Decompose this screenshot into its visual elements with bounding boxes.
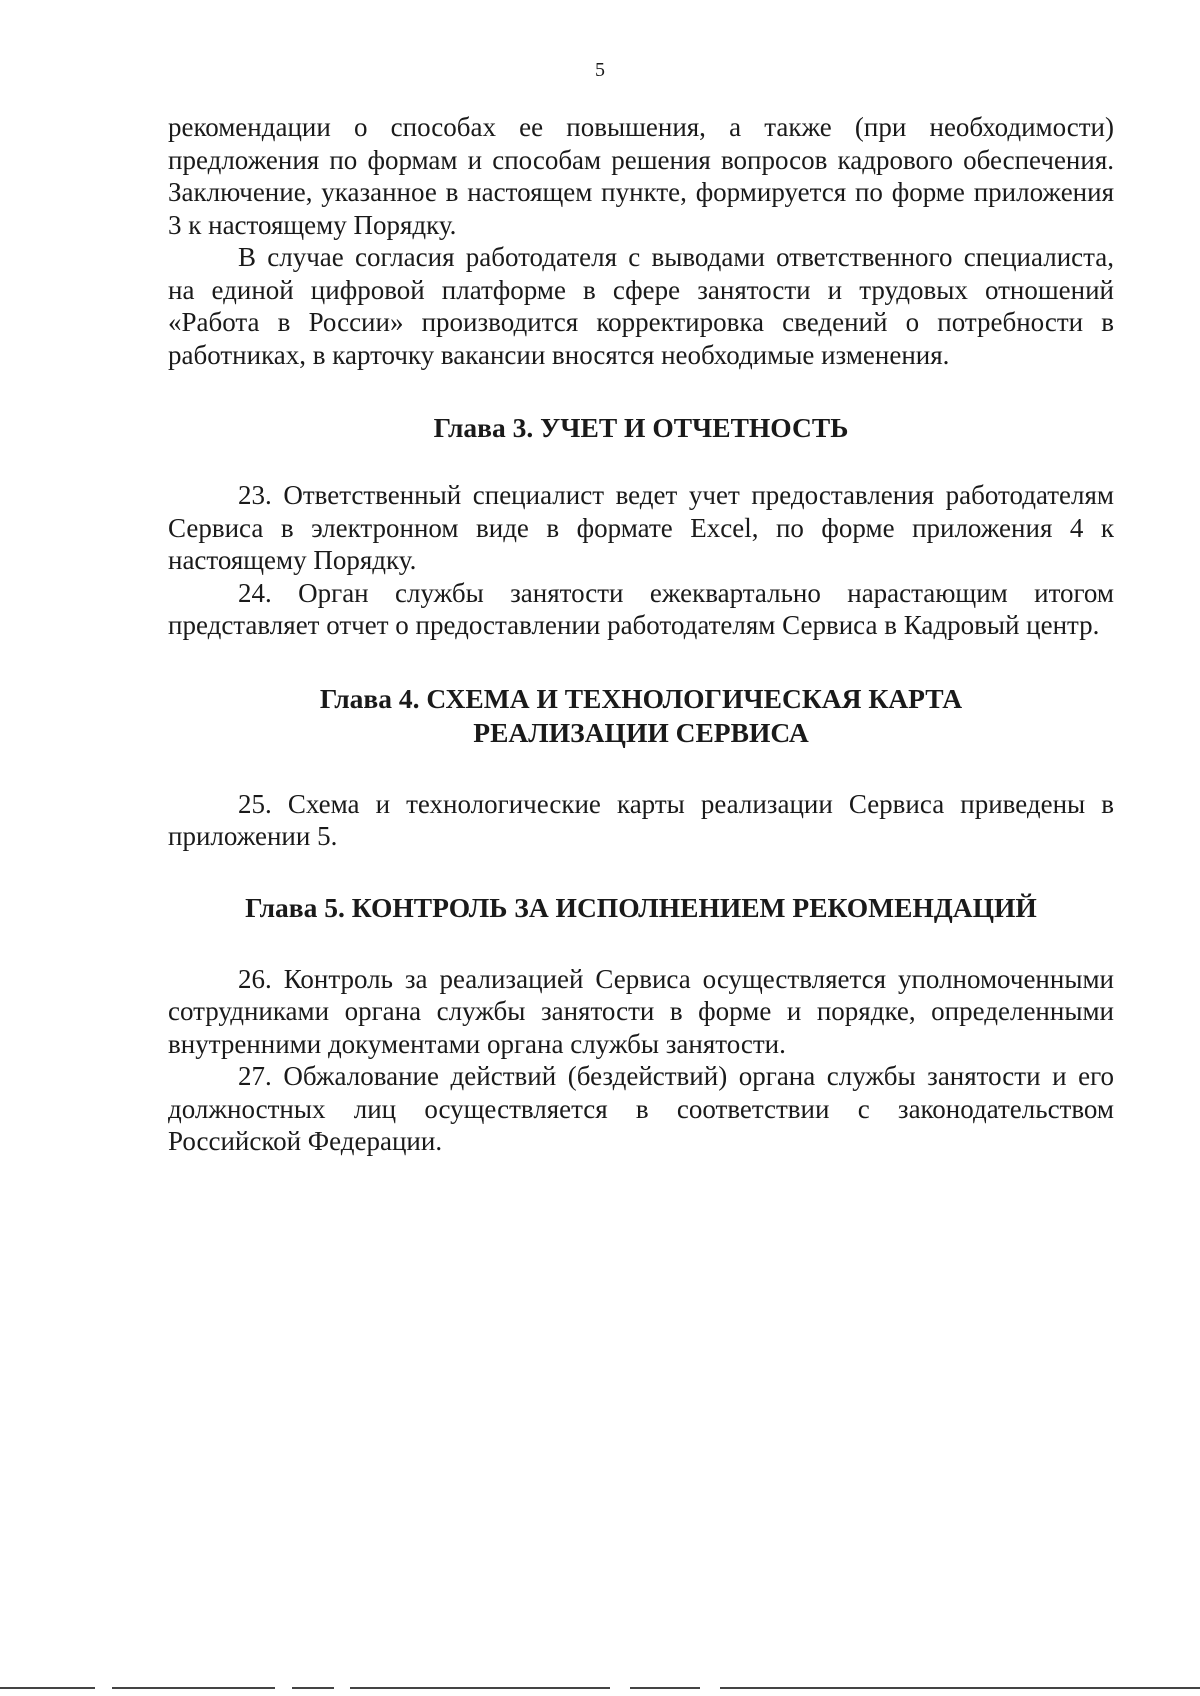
chapter-5-title: Глава 5. КОНТРОЛЬ ЗА ИСПОЛНЕНИЕМ РЕКОМЕНДАЦИЙ [245,891,1037,923]
scan-bottom-edge [0,1687,1200,1691]
chapter-3-title: Глава 3. УЧЕТ И ОТЧЕТНОСТЬ [433,412,849,443]
item-25: 25. Схема и технологические карты реализации Сервиса приведены в приложении 5. [168,788,1114,851]
paragraph-employer-agreement: В случае согласия работодателя с выводами ответственного специалиста, на единой цифровой платформе в сфере занятости и трудовых отношений «Работа в России» производится корректировка сведений о потребности в работниках, в карточку вакансии вносятся необходимые изменения. [168,242,1114,370]
document-body [168,111,1114,1158]
item-26: 26. Контроль за реализацией Сервиса осуществляется уполномоченными сотрудниками органа службы занятости в форме и порядке, определенными внутренними документами органа службы занятости. [168,963,1114,1059]
page-number: 5 [595,59,605,81]
paragraph-continuation: рекомендации о способах ее повышения, а также (при необходимости) предложения по формам и способам решения вопросов кадрового обеспечения. Заключение, указанное в настоящем пункте, формируется по форме приложения 3 к настоящему Порядку. [168,112,1114,240]
chapter-4-title: Глава 4. СХЕМА И ТЕХНОЛОГИЧЕСКАЯ КАРТА РЕАЛИЗАЦИИ СЕРВИСА [319,682,963,748]
item-23: 23. Ответственный специалист ведет учет предоставления работодателям Сервиса в электронном виде в формате Excel, по форме приложения 4 к настоящему Порядку. [168,480,1114,575]
item-24: 24. Орган службы занятости ежеквартально нарастающим итогом представляет отчет о предоставлении работодателям Сервиса в Кадровый центр. [168,577,1114,640]
item-27: 27. Обжалование действий (бездействий) органа службы занятости и его должностных лиц осуществляется в соответствии с законодательством Российской Федерации. [168,1061,1114,1156]
